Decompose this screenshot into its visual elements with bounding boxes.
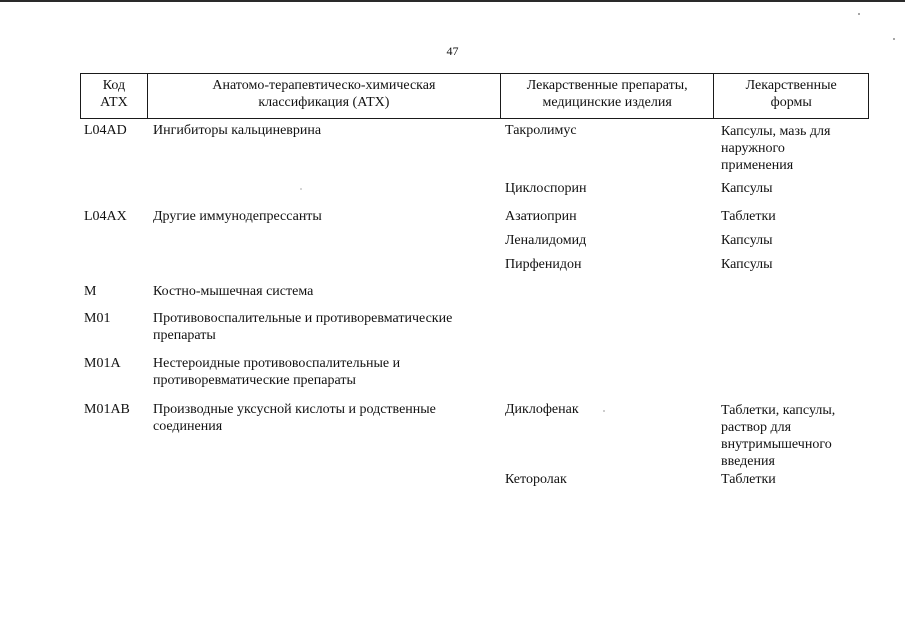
scan-speck [858, 13, 860, 15]
top-border-line [0, 0, 905, 2]
code-cell: M01 [84, 311, 111, 326]
form-cell: Таблетки [721, 209, 776, 224]
form-cell: Таблетки, капсулы, раствор для внутримышечного введения [721, 403, 836, 469]
header-code: Код АТХ [81, 74, 148, 118]
code-cell: M [84, 284, 97, 299]
classification-cell: Костно-мышечная система [153, 284, 314, 299]
form-cell: Капсулы [721, 257, 773, 272]
form-cell: Капсулы [721, 233, 773, 248]
table-header [80, 73, 869, 119]
form-cell: Капсулы, мазь для наружного применения [721, 124, 831, 173]
header-forms: Лекарственные формы [745, 78, 837, 110]
scan-speck [893, 38, 895, 40]
page-number: 47 [446, 44, 459, 58]
drug-cell: Азатиоприн [505, 209, 577, 224]
classification-cell: Ингибиторы кальциневрина [153, 123, 322, 138]
code-cell: L04AX [84, 209, 127, 224]
code-cell: L04AD [84, 123, 127, 138]
header-classification: Анатомо-терапевтическо-химическая классификация (АТХ) [148, 74, 501, 118]
drug-cell: Такролимус [505, 123, 577, 138]
drug-cell: Пирфенидон [505, 257, 582, 272]
classification-cell: Другие иммунодепрессанты [153, 209, 322, 224]
classification-cell: Производные уксусной кислоты и родственные соединения [153, 402, 436, 434]
classification-cell: Противовоспалительные и противоревматические препараты [153, 311, 453, 343]
drug-cell: Циклоспорин [505, 181, 587, 196]
code-cell: M01A [84, 356, 121, 371]
classification-cell: Нестероидные противовоспалительные и противоревматические препараты [153, 356, 401, 388]
drug-cell: Леналидомид [505, 233, 587, 248]
drug-cell: Кеторолак [505, 472, 567, 487]
form-cell: Таблетки [721, 472, 776, 487]
form-cell: Капсулы [721, 181, 773, 196]
scan-speck [300, 188, 302, 190]
drug-cell: Диклофенак [505, 402, 579, 417]
header-drugs: Лекарственные препараты, медицинские изделия [501, 74, 714, 118]
code-cell: M01AB [84, 402, 130, 417]
